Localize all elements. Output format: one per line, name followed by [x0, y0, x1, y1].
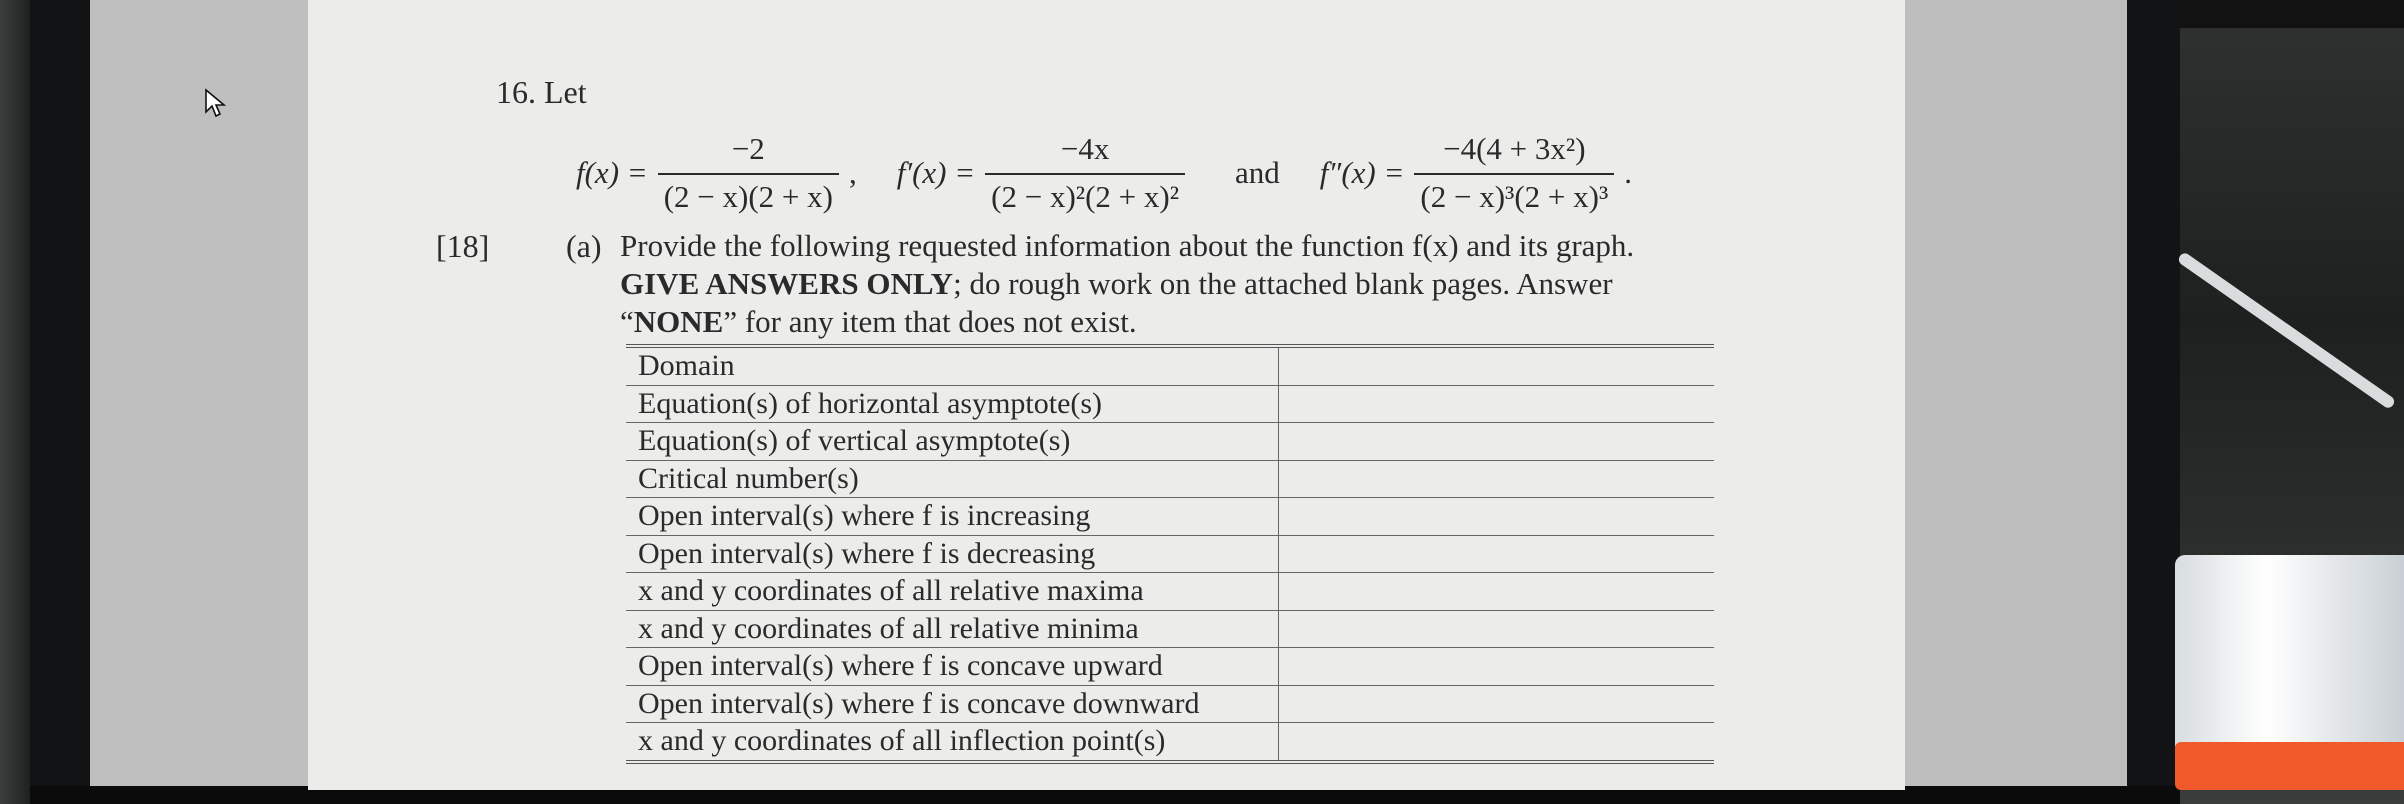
f-numerator: −2 — [731, 131, 765, 166]
f-denominator: (2 − x)(2 + x) — [658, 173, 839, 215]
row-label: x and y coordinates of all inflection point(s) — [626, 723, 1279, 762]
row-label: Equation(s) of horizontal asymptote(s) — [626, 385, 1279, 423]
instructions-line-3-rest: ” for any item that does not exist. — [723, 304, 1137, 339]
instructions-line-1: Provide the following requested information about the function f(x) and its graph. — [620, 228, 1635, 263]
table-row — [626, 573, 1714, 611]
row-label: Open interval(s) where f is concave downward — [626, 685, 1279, 723]
instructions-line-2 — [620, 266, 1613, 302]
answer-cell[interactable] — [1279, 535, 1715, 573]
bottle-cap — [2175, 742, 2404, 790]
fprime-lhs: f′(x) = — [896, 155, 976, 190]
question-heading — [496, 74, 587, 111]
table-row — [626, 385, 1714, 423]
water-bottle — [2175, 555, 2404, 755]
fprime-denominator: (2 − x)²(2 + x)² — [985, 173, 1185, 215]
fdoubleprime-trail: . — [1624, 155, 1633, 190]
table-row — [626, 535, 1714, 573]
mouse-pointer-icon — [204, 88, 228, 118]
question-number: 16. — [496, 74, 536, 110]
answer-cell[interactable] — [1279, 648, 1715, 686]
answer-table — [626, 344, 1714, 764]
question-intro: Let — [544, 74, 587, 110]
table-row — [626, 685, 1714, 723]
row-label: Equation(s) of vertical asymptote(s) — [626, 423, 1279, 461]
answer-cell[interactable] — [1279, 498, 1715, 536]
table-row — [626, 648, 1714, 686]
row-label: x and y coordinates of all relative minima — [626, 610, 1279, 648]
row-label: Open interval(s) where f is decreasing — [626, 535, 1279, 573]
row-label: Open interval(s) where f is increasing — [626, 498, 1279, 536]
instructions-line-3 — [620, 304, 1137, 340]
row-label: x and y coordinates of all relative maxima — [626, 573, 1279, 611]
table-row — [626, 346, 1714, 385]
formula-connector: and — [1235, 155, 1280, 190]
table-row — [626, 423, 1714, 461]
answer-cell[interactable] — [1279, 610, 1715, 648]
table-row — [626, 498, 1714, 536]
fprime-fraction — [985, 131, 1185, 215]
fdoubleprime-denominator: (2 − x)³(2 + x)³ — [1414, 173, 1614, 215]
table-row — [626, 460, 1714, 498]
row-label: Domain — [626, 346, 1279, 385]
fdoubleprime-lhs: f″(x) = — [1319, 155, 1405, 190]
fdoubleprime-fraction — [1414, 131, 1614, 215]
open-quote: “ — [620, 304, 634, 339]
monitor-left-edge — [0, 0, 30, 804]
none-emphasis: NONE — [633, 304, 724, 339]
part-a-label: (a) — [566, 228, 602, 264]
instructions-line-2-rest: ; do rough work on the attached blank pages. Answer — [953, 266, 1613, 301]
row-label: Open interval(s) where f is concave upward — [626, 648, 1279, 686]
answer-cell[interactable] — [1279, 385, 1715, 423]
table-row — [626, 610, 1714, 648]
table-row — [626, 723, 1714, 762]
answer-cell[interactable] — [1279, 346, 1715, 385]
fdoubleprime-numerator: −4(4 + 3x²) — [1443, 131, 1586, 166]
function-definitions — [576, 128, 1632, 218]
marks-label: [18] — [436, 228, 490, 264]
fprime-numerator: −4x — [1060, 131, 1110, 166]
viewer-margin-left — [90, 0, 308, 790]
f-lhs: f(x) = — [576, 155, 648, 190]
f-fraction — [658, 131, 839, 215]
instructions-emphasis: GIVE ANSWERS ONLY — [620, 266, 954, 301]
answer-cell[interactable] — [1279, 460, 1715, 498]
answer-cell[interactable] — [1279, 723, 1715, 762]
f-trail: , — [848, 155, 857, 190]
row-label: Critical number(s) — [626, 460, 1279, 498]
desk-shadow — [2180, 0, 2404, 28]
viewer-margin-right — [1905, 0, 2127, 790]
answer-cell[interactable] — [1279, 573, 1715, 611]
answer-cell[interactable] — [1279, 423, 1715, 461]
answer-cell[interactable] — [1279, 685, 1715, 723]
